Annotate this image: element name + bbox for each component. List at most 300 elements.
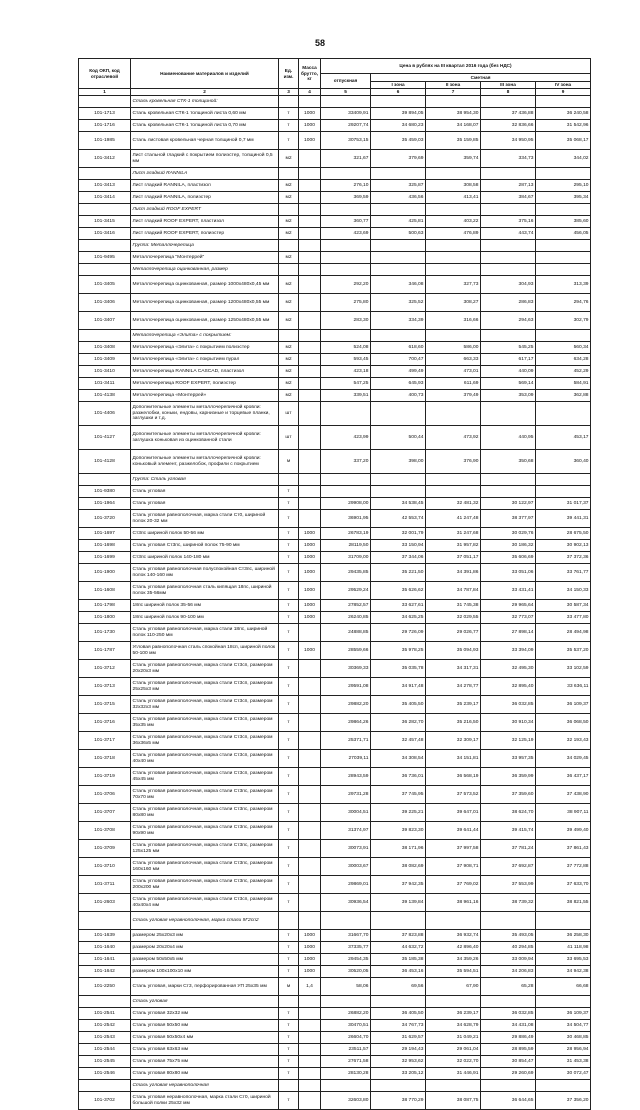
cell-code: 101-1640	[79, 942, 131, 954]
cell-code: 101-3408	[79, 342, 131, 354]
cell-price-zone-1: 379,69	[371, 150, 426, 168]
column-number: 5	[321, 89, 371, 96]
cell-price-zone-3	[481, 240, 536, 252]
column-number: 6	[371, 89, 426, 96]
cell-name: Лист гладкий RANNILA	[131, 168, 279, 180]
cell-unit	[279, 330, 299, 342]
cell-price-zone-1: 34 308,54	[371, 750, 426, 768]
cell-price-otpusknaya: 30003,67	[321, 858, 371, 876]
cell-price-zone-4	[536, 330, 591, 342]
cell-price-zone-3: 33 957,35	[481, 750, 536, 768]
cell-price-zone-4: 34 150,33	[536, 582, 591, 600]
cell-price-zone-3: 440,95	[481, 426, 536, 450]
cell-unit: шт	[279, 402, 299, 426]
cell-name: Сталь угловая 50x50 мм	[131, 1020, 279, 1032]
cell-price-zone-3	[481, 264, 536, 276]
cell-price-zone-4: 302,79	[536, 312, 591, 330]
cell-price-otpusknaya: 423,18	[321, 366, 371, 378]
cell-price-otpusknaya	[321, 402, 371, 426]
cell-price-zone-3	[481, 330, 536, 342]
cell-price-zone-2: 308,58	[426, 180, 481, 192]
cell-code: 101-3713	[79, 678, 131, 696]
cell-price-zone-1: 34 680,23	[371, 120, 426, 132]
cell-code: 101-3706	[79, 786, 131, 804]
cell-code: 101-4128	[79, 450, 131, 474]
cell-price-otpusknaya: 593,45	[321, 354, 371, 366]
cell-price-zone-3: 36 644,65	[481, 1092, 536, 1110]
cell-price-zone-4: 37 861,43	[536, 840, 591, 858]
cell-unit: т	[279, 894, 299, 912]
cell-mass	[299, 180, 321, 192]
cell-name: Металлочерепица оцинкованная, размер 1000x480x0,45 мм	[131, 276, 279, 294]
cell-mass	[299, 912, 321, 930]
cell-price-otpusknaya: 29864,26	[321, 714, 371, 732]
cell-code: 101-1730	[79, 624, 131, 642]
cell-name: Сталь угловая равнополочная, марка стали Ст0, шириной полок 20-32 мм	[131, 510, 279, 528]
column-number: 7	[426, 89, 481, 96]
cell-price-otpusknaya	[321, 330, 371, 342]
cell-unit: м2	[279, 342, 299, 354]
cell-price-zone-4: 35 537,20	[536, 642, 591, 660]
cell-price-otpusknaya: 29529,24	[321, 582, 371, 600]
table-row	[79, 732, 591, 750]
group-heading-row	[79, 96, 591, 108]
cell-unit: м2	[279, 378, 299, 390]
cell-code	[79, 474, 131, 486]
cell-code: 101-1900	[79, 564, 131, 582]
header-name: Наименование материалов и изделий	[131, 59, 279, 89]
cell-unit: т	[279, 696, 299, 714]
cell-price-zone-3: 28 895,59	[481, 1044, 536, 1056]
cell-price-otpusknaya: 29207,74	[321, 120, 371, 132]
cell-unit: т	[279, 660, 299, 678]
cell-mass	[299, 876, 321, 894]
column-number: 3	[279, 89, 299, 96]
cell-name: Дополнительные элементы металлочерепичной кровли: разжелобки, коньки, ендовы, карнизные и торцевые планки, заглушки и т.д.	[131, 402, 279, 426]
cell-price-zone-4: 28 675,50	[536, 528, 591, 540]
cell-price-zone-4: 41 118,98	[536, 942, 591, 954]
table-row	[79, 450, 591, 474]
price-table	[78, 58, 591, 1110]
table-row	[79, 564, 591, 582]
cell-mass	[299, 768, 321, 786]
column-number-row	[79, 89, 591, 96]
cell-price-otpusknaya: 30520,05	[321, 966, 371, 978]
cell-mass	[299, 1080, 321, 1092]
cell-price-zone-2: 308,27	[426, 294, 481, 312]
price-table-container	[78, 58, 590, 1110]
cell-price-otpusknaya: 26783,19	[321, 528, 371, 540]
cell-name: Угловая равнополочная сталь спокойная 18сп, шириной полок 50-100 мм	[131, 642, 279, 660]
cell-price-zone-2: 34 628,79	[426, 1020, 481, 1032]
cell-price-otpusknaya: 29591,08	[321, 678, 371, 696]
cell-unit: м	[279, 450, 299, 474]
cell-name: Сталь кровельная СТК-1 толщиной листа 0,70 мм	[131, 120, 279, 132]
cell-price-zone-3: 350,68	[481, 450, 536, 474]
table-row	[79, 132, 591, 150]
page-number: 58	[314, 38, 325, 48]
table-row	[79, 696, 591, 714]
cell-code: 101-3716	[79, 714, 131, 732]
cell-code: 101-1787	[79, 642, 131, 660]
cell-name: Сталь угловая 63x63 мм	[131, 1044, 279, 1056]
cell-price-otpusknaya	[321, 252, 371, 264]
table-row	[79, 390, 591, 402]
table-row	[79, 342, 591, 354]
cell-name: Группа: Сталь угловая	[131, 474, 279, 486]
cell-code: 101-3414	[79, 192, 131, 204]
group-heading-row	[79, 330, 591, 342]
header-code: Код ОКП, код отраслевой	[79, 59, 131, 89]
cell-unit: т	[279, 552, 299, 564]
cell-name: Сталь угловая равнополочная, марка стали Ст3сп, размером 35x35 мм	[131, 714, 279, 732]
cell-code: 101-1985	[79, 132, 131, 150]
cell-price-zone-2	[426, 264, 481, 276]
cell-price-zone-2	[426, 96, 481, 108]
cell-price-zone-1: 38 770,29	[371, 1092, 426, 1110]
cell-unit: т	[279, 540, 299, 552]
cell-price-otpusknaya: 31709,00	[321, 552, 371, 564]
cell-price-zone-1: 37 942,35	[371, 876, 426, 894]
cell-price-zone-1	[371, 264, 426, 276]
cell-code: 101-3708	[79, 822, 131, 840]
cell-price-zone-4: 32 193,43	[536, 732, 591, 750]
cell-price-zone-1	[371, 996, 426, 1008]
cell-price-zone-1: 37 745,95	[371, 786, 426, 804]
cell-name: размером 25x20x3 мм	[131, 930, 279, 942]
table-row	[79, 582, 591, 600]
cell-price-zone-4: 38 821,55	[536, 894, 591, 912]
cell-mass	[299, 486, 321, 498]
cell-price-otpusknaya: 29454,35	[321, 954, 371, 966]
cell-price-zone-2: 379,49	[426, 390, 481, 402]
cell-name: Металлочерепица «Элита» с покрытием полиэстер	[131, 342, 279, 354]
cell-code: 101-3412	[79, 150, 131, 168]
cell-price-otpusknaya: 369,59	[321, 192, 371, 204]
cell-price-otpusknaya: 29869,01	[321, 876, 371, 894]
cell-price-zone-3: 32 773,07	[481, 612, 536, 624]
cell-code: 101-9380	[79, 486, 131, 498]
column-number: 9	[536, 89, 591, 96]
cell-price-zone-4: 28 494,98	[536, 624, 591, 642]
cell-mass	[299, 450, 321, 474]
cell-name: Ст3пс шириной полок 140-180 мм	[131, 552, 279, 564]
cell-price-zone-4: 36 437,17	[536, 768, 591, 786]
header-zone-2: II зона	[426, 82, 481, 89]
cell-code	[79, 168, 131, 180]
cell-price-zone-2: 611,69	[426, 378, 481, 390]
cell-price-otpusknaya	[321, 96, 371, 108]
cell-unit: м2	[279, 180, 299, 192]
cell-price-zone-2: 67,90	[426, 978, 481, 996]
cell-code: 101-2543	[79, 1032, 131, 1044]
cell-mass	[299, 858, 321, 876]
cell-price-zone-2: 41 247,48	[426, 510, 481, 528]
cell-price-zone-1: 35 185,38	[371, 954, 426, 966]
cell-price-zone-2: 34 787,84	[426, 582, 481, 600]
cell-price-otpusknaya: 423,69	[321, 228, 371, 240]
cell-price-otpusknaya: 27671,58	[321, 1056, 371, 1068]
cell-name: Сталь угловая Ст3пс, шириной полок 75-90 мм	[131, 540, 279, 552]
table-row	[79, 552, 591, 564]
table-row	[79, 624, 591, 642]
cell-name: Металлочерепица «Монтеррей»	[131, 390, 279, 402]
cell-price-otpusknaya: 31667,70	[321, 930, 371, 942]
cell-unit: т	[279, 966, 299, 978]
cell-price-zone-4: 31 017,37	[536, 498, 591, 510]
cell-price-zone-1: 325,52	[371, 294, 426, 312]
cell-unit	[279, 264, 299, 276]
cell-name: Сталь угловая неравнополочная, марка стали Ст0, шириной большой полки 25x32 мм	[131, 1092, 279, 1110]
cell-price-otpusknaya	[321, 474, 371, 486]
cell-price-otpusknaya	[321, 996, 371, 1008]
cell-price-zone-3: 35 493,05	[481, 930, 536, 942]
group-heading-row	[79, 204, 591, 216]
cell-price-zone-2: 403,22	[426, 216, 481, 228]
cell-unit: т	[279, 750, 299, 768]
cell-price-otpusknaya: 28559,66	[321, 642, 371, 660]
cell-unit: т	[279, 732, 299, 750]
cell-mass	[299, 390, 321, 402]
table-row	[79, 858, 591, 876]
table-row	[79, 1044, 591, 1056]
cell-price-zone-3: 37 553,99	[481, 876, 536, 894]
cell-unit: м2	[279, 366, 299, 378]
header-mass: Масса брутто, кг	[299, 59, 321, 89]
table-row	[79, 402, 591, 426]
group-heading-row	[79, 474, 591, 486]
cell-price-zone-2	[426, 252, 481, 264]
table-row	[79, 150, 591, 168]
cell-price-zone-1: 34 538,45	[371, 498, 426, 510]
table-row	[79, 942, 591, 954]
cell-unit: т	[279, 1056, 299, 1068]
group-heading-row	[79, 168, 591, 180]
cell-mass: 1000	[299, 540, 321, 552]
cell-price-zone-4	[536, 486, 591, 498]
cell-price-zone-4: 294,76	[536, 294, 591, 312]
header-smetnaya: Сметная	[371, 74, 591, 82]
cell-mass	[299, 366, 321, 378]
cell-price-otpusknaya: 27852,57	[321, 600, 371, 612]
cell-unit: т	[279, 876, 299, 894]
cell-price-zone-3: 36 359,99	[481, 768, 536, 786]
cell-mass	[299, 996, 321, 1008]
cell-price-otpusknaya: 30753,15	[321, 132, 371, 150]
cell-price-zone-3: 617,17	[481, 354, 536, 366]
cell-name: Металлочерепица оцинкованная, размер	[131, 264, 279, 276]
cell-unit	[279, 474, 299, 486]
cell-price-otpusknaya: 30369,33	[321, 660, 371, 678]
table-row	[79, 714, 591, 732]
table-row	[79, 528, 591, 540]
cell-price-zone-1: 32 953,62	[371, 1056, 426, 1068]
cell-mass: 1000	[299, 120, 321, 132]
cell-price-otpusknaya	[321, 264, 371, 276]
cell-mass	[299, 96, 321, 108]
cell-price-zone-1: 334,39	[371, 312, 426, 330]
cell-name: Сталь угловая	[131, 486, 279, 498]
cell-price-otpusknaya: 31374,97	[321, 822, 371, 840]
cell-mass	[299, 894, 321, 912]
cell-price-zone-2: 37 573,52	[426, 786, 481, 804]
cell-price-zone-2	[426, 204, 481, 216]
cell-mass: 1000	[299, 942, 321, 954]
cell-name: Группа: Металлочерепица	[131, 240, 279, 252]
cell-price-zone-2: 35 594,51	[426, 966, 481, 978]
cell-code: 101-2544	[79, 1044, 131, 1056]
cell-code: 101-3710	[79, 858, 131, 876]
table-row	[79, 978, 591, 996]
cell-price-zone-4: 34 029,45	[536, 750, 591, 768]
table-row	[79, 966, 591, 978]
cell-unit: т	[279, 714, 299, 732]
cell-name: Сталь угловая	[131, 498, 279, 510]
cell-code: 101-2541	[79, 1008, 131, 1020]
table-row	[79, 660, 591, 678]
cell-price-zone-1: 34 625,25	[371, 612, 426, 624]
cell-price-zone-3: 29 965,64	[481, 600, 536, 612]
cell-unit: т	[279, 1008, 299, 1020]
cell-price-zone-4: 30 072,47	[536, 1068, 591, 1080]
cell-code: 101-3407	[79, 312, 131, 330]
header-unit: Ед. изм.	[279, 59, 299, 89]
cell-price-zone-3: 29 886,49	[481, 1032, 536, 1044]
cell-price-zone-4: 456,05	[536, 228, 591, 240]
table-row	[79, 498, 591, 510]
cell-price-zone-4: 28 956,94	[536, 1044, 591, 1056]
cell-price-zone-1: 32 001,79	[371, 528, 426, 540]
cell-name: Лист гладкий ROOF EXPERT, пластизол	[131, 216, 279, 228]
cell-price-zone-1: 39 823,30	[371, 822, 426, 840]
cell-price-zone-1: 618,60	[371, 342, 426, 354]
cell-price-otpusknaya: 36901,95	[321, 510, 371, 528]
cell-price-zone-2: 359,74	[426, 150, 481, 168]
cell-name: Металлочерепица «Элита» с покрытием пурал	[131, 354, 279, 366]
group-heading-row	[79, 240, 591, 252]
cell-name: Дополнительные элементы металлочерепичной кровли: коньковый элемент, разжелобок, профили с покрытием	[131, 450, 279, 474]
cell-code	[79, 204, 131, 216]
cell-price-zone-2: 473,01	[426, 366, 481, 378]
cell-mass	[299, 264, 321, 276]
cell-code: 101-3712	[79, 660, 131, 678]
cell-price-zone-4: 37 438,90	[536, 786, 591, 804]
cell-price-zone-3: 443,74	[481, 228, 536, 240]
table-row	[79, 786, 591, 804]
cell-price-zone-4	[536, 96, 591, 108]
cell-price-zone-3: 375,16	[481, 216, 536, 228]
cell-price-zone-1: 39 894,05	[371, 108, 426, 120]
cell-unit: т	[279, 804, 299, 822]
cell-price-zone-1: 35 459,03	[371, 132, 426, 150]
cell-price-zone-4: 36 109,37	[536, 1008, 591, 1020]
cell-price-zone-4: 31 542,96	[536, 120, 591, 132]
cell-price-zone-2: 34 359,26	[426, 954, 481, 966]
cell-price-otpusknaya: 30936,54	[321, 894, 371, 912]
cell-code: 101-1964	[79, 498, 131, 510]
cell-price-otpusknaya: 27039,11	[321, 750, 371, 768]
cell-unit: т	[279, 1044, 299, 1056]
cell-unit	[279, 996, 299, 1008]
cell-unit: т	[279, 1032, 299, 1044]
cell-price-otpusknaya: 547,25	[321, 378, 371, 390]
cell-price-otpusknaya	[321, 486, 371, 498]
cell-price-zone-3: 37 781,24	[481, 840, 536, 858]
cell-mass	[299, 168, 321, 180]
cell-mass	[299, 192, 321, 204]
cell-price-zone-3: 33 009,94	[481, 954, 536, 966]
cell-unit	[279, 240, 299, 252]
cell-price-zone-4: 584,91	[536, 378, 591, 390]
cell-mass	[299, 1020, 321, 1032]
cell-mass: 1000	[299, 564, 321, 582]
cell-price-zone-3: 30 910,34	[481, 714, 536, 732]
cell-price-zone-4: 453,17	[536, 426, 591, 450]
cell-mass: 1,4	[299, 978, 321, 996]
cell-mass	[299, 678, 321, 696]
cell-code: 101-1798	[79, 600, 131, 612]
table-row	[79, 840, 591, 858]
cell-code: 101-3717	[79, 732, 131, 750]
cell-price-zone-3: 30 122,97	[481, 498, 536, 510]
cell-price-zone-1: 35 626,62	[371, 582, 426, 600]
cell-unit: т	[279, 942, 299, 954]
cell-price-zone-1: 35 978,25	[371, 642, 426, 660]
cell-price-zone-2: 38 961,16	[426, 894, 481, 912]
cell-price-zone-2: 35 239,17	[426, 696, 481, 714]
cell-price-zone-1: 500,44	[371, 426, 426, 450]
cell-price-zone-4	[536, 474, 591, 486]
cell-price-zone-4: 37 772,88	[536, 858, 591, 876]
cell-unit: т	[279, 108, 299, 120]
cell-price-zone-3: 384,67	[481, 192, 536, 204]
cell-price-zone-3: 33 431,41	[481, 582, 536, 600]
cell-price-zone-3: 334,73	[481, 150, 536, 168]
cell-price-zone-1: 35 221,50	[371, 564, 426, 582]
cell-code: 101-1716	[79, 120, 131, 132]
column-number: 2	[131, 89, 279, 96]
cell-price-zone-2: 37 908,71	[426, 858, 481, 876]
cell-unit: т	[279, 486, 299, 498]
cell-mass	[299, 660, 321, 678]
cell-price-zone-3: 65,28	[481, 978, 536, 996]
cell-code: 101-1641	[79, 954, 131, 966]
cell-price-zone-2: 42 896,40	[426, 942, 481, 954]
cell-name: Сталь угловая равнополочная, марка стали Ст3пс, размером 90x90 мм	[131, 822, 279, 840]
cell-price-zone-1	[371, 402, 426, 426]
cell-mass: 1000	[299, 528, 321, 540]
cell-mass: 1000	[299, 582, 321, 600]
cell-price-otpusknaya: 37335,77	[321, 942, 371, 954]
cell-unit: м2	[279, 294, 299, 312]
cell-price-zone-4	[536, 912, 591, 930]
cell-unit: т	[279, 582, 299, 600]
cell-price-zone-3: 32 836,66	[481, 120, 536, 132]
table-row	[79, 354, 591, 366]
cell-name: Металлочерепица RANNILA CASCAD, пластизол	[131, 366, 279, 378]
cell-mass: 1000	[299, 966, 321, 978]
cell-unit	[279, 96, 299, 108]
cell-price-zone-1: 35 035,78	[371, 660, 426, 678]
cell-price-zone-4: 30 587,34	[536, 600, 591, 612]
cell-price-zone-1: 37 344,06	[371, 552, 426, 564]
cell-mass	[299, 354, 321, 366]
cell-price-zone-2: 37 769,02	[426, 876, 481, 894]
cell-price-zone-4: 38 907,11	[536, 804, 591, 822]
cell-mass: 1000	[299, 930, 321, 942]
cell-price-otpusknaya: 25371,71	[321, 732, 371, 750]
table-row	[79, 192, 591, 204]
